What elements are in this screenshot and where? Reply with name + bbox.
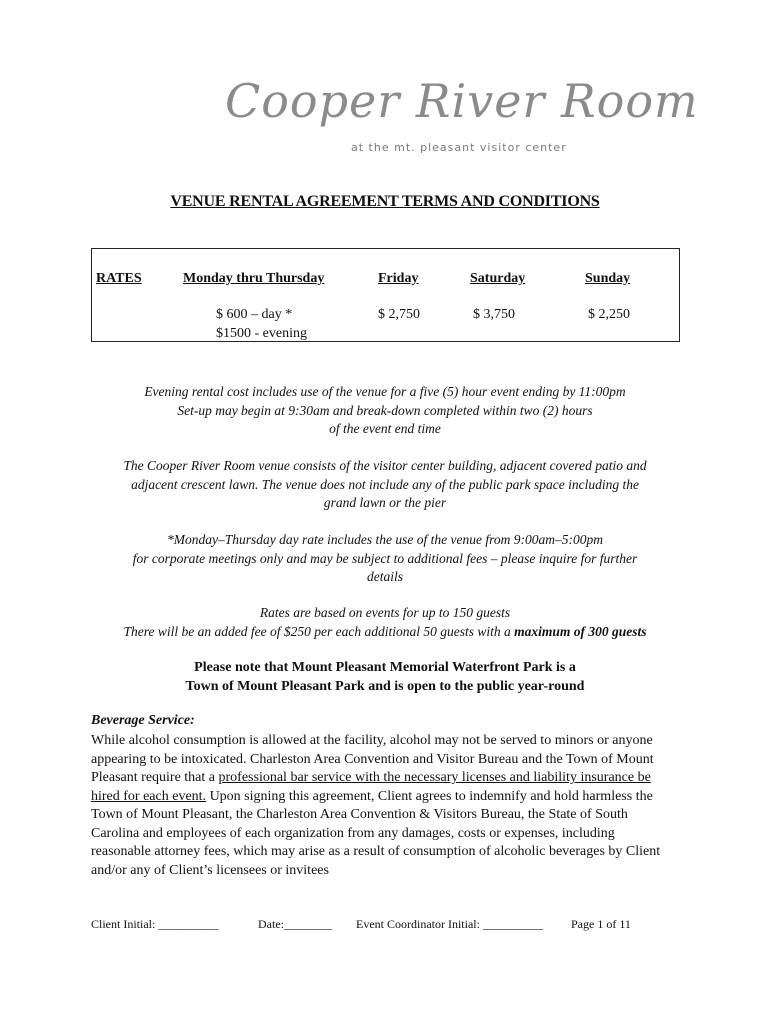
logo-tagline: at the mt. pleasant visitor center (351, 141, 567, 154)
client-initial-field: Client Initial: __________ (91, 917, 219, 931)
rate-saturday: $ 3,750 (473, 307, 515, 322)
rates-header-friday: Friday (378, 271, 419, 286)
page-title: VENUE RENTAL AGREEMENT TERMS AND CONDITIONS (170, 193, 600, 210)
rates-label: RATES (96, 271, 142, 286)
beverage-body: While alcohol consumption is allowed at the facility, alcohol may not be served to minors or anyone appearing to be intoxicated. Charleston Area Convention and Visitor Bureau and the Town of Mount Pleasant require that a professional bar service with the necessary licenses and liability insurance be hired for each event. Upon signing this agreement, Client agrees to indemnify and hold harmless the Town of Mount Pleasant, the Charleston Area Convention & Visitors Bureau, the State of South Carolina and employees of each organization from any damages, costs or expenses, including reasonable attorney fees, which may arise as a result of consumption of alcoholic beverages by Client and/or any of Client’s licensees or invitees (91, 733, 661, 878)
coordinator-initial-field: Event Coordinator Initial: __________ (356, 917, 543, 931)
rates-header-saturday: Saturday (470, 271, 526, 286)
venue-logo (225, 74, 699, 163)
day-rate-note: *Monday–Thursday day rate includes the use of the venue from 9:00am–5:00pm for corporate meetings only and may be subject to additional fees – please inquire for further details (132, 532, 638, 584)
rate-mon-thu-day: $ 600 – day * (216, 307, 293, 322)
logo-name: Cooper River Room (225, 74, 699, 128)
beverage-heading: Beverage Service: (91, 713, 195, 728)
public-park-notice: Please note that Mount Pleasant Memorial Waterfront Park is a Town of Mount Pleasant Park and is open to the public year-round (185, 660, 585, 694)
evening-rental-note: Evening rental cost includes use of the venue for a five (5) hour event ending by 11:00pm Set-up may begin at 9:30am and break-down completed within two (2) hours of the event end time (144, 384, 626, 436)
rate-mon-thu-evening: $1500 - evening (216, 326, 307, 341)
page-number: Page 1 of 11 (571, 917, 631, 931)
rate-sunday: $ 2,250 (588, 307, 630, 322)
date-field: Date:________ (258, 917, 332, 931)
rates-table (91, 248, 680, 342)
venue-description: The Cooper River Room venue consists of the visitor center building, adjacent covered patio and adjacent crescent lawn. The venue does not include any of the public park space including the grand lawn or the pier (123, 458, 647, 510)
guest-capacity-note: Rates are based on events for up to 150 guests There will be an added fee of $250 per each additional 50 guests with a maximum of 300 guests (123, 605, 647, 639)
rate-friday: $ 2,750 (378, 307, 420, 322)
bar-service-requirement: professional bar service with the necessary licenses and liability insurance be hired for each event. (91, 770, 651, 804)
rates-header-sunday: Sunday (585, 271, 631, 286)
max-guests-emphasis: maximum of 300 guests (514, 623, 647, 639)
rates-header-mon-thu: Monday thru Thursday (183, 271, 325, 286)
